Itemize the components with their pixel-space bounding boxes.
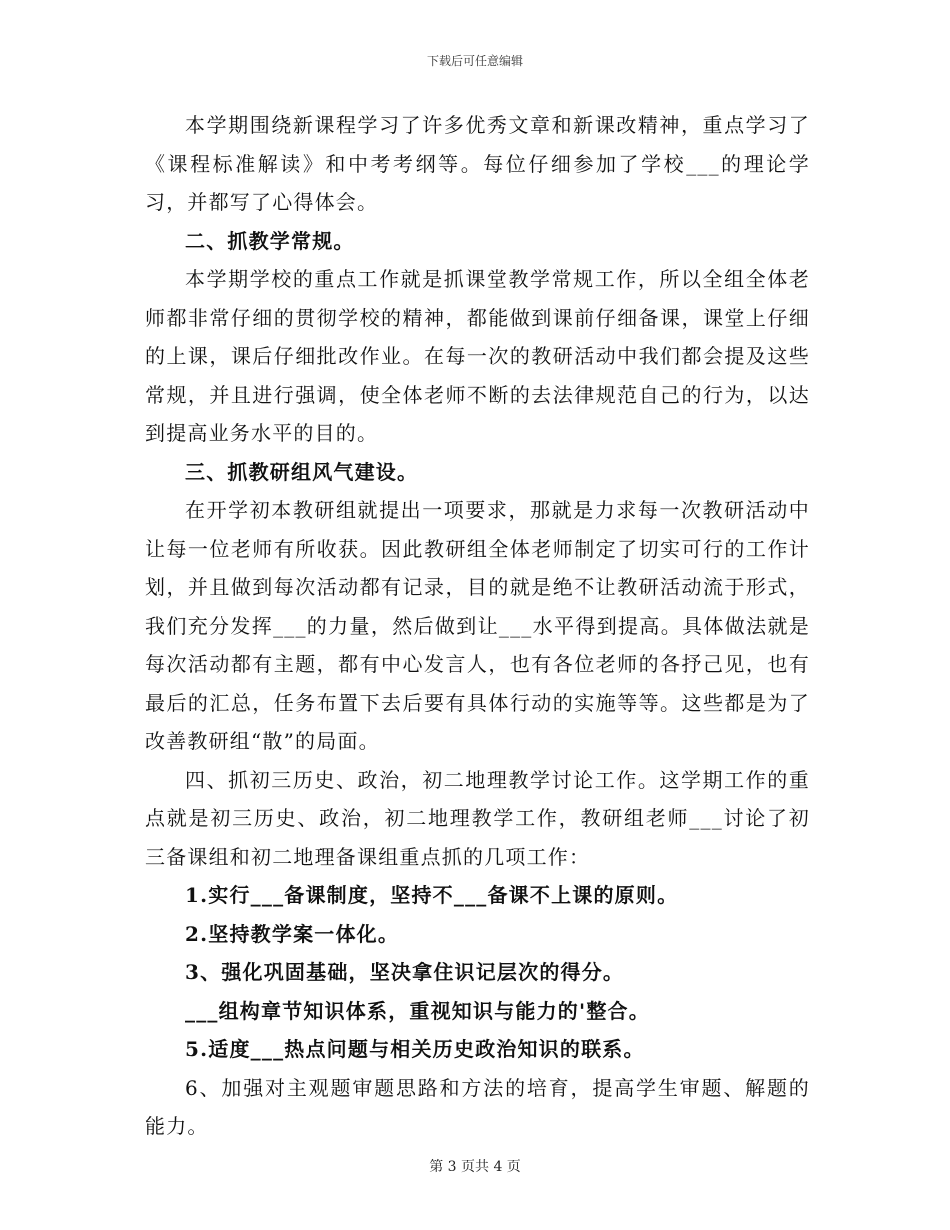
list-item: 5.适度___热点问题与相关历史政治知识的联系。 xyxy=(185,1037,645,1061)
paragraph-subjective-questions: 6、加强对主观题审题思路和方法的培育，提高学生审题、解题的能力。 xyxy=(145,1075,810,1138)
list-item: 1.实行___备课制度，坚持不___备课不上课的原则。 xyxy=(185,883,679,907)
list-item: 3、强化巩固基础，坚决拿住识记层次的得分。 xyxy=(185,960,625,984)
paragraph-study: 本学期围绕新课程学习了许多优秀文章和新课改精神，重点学习了《课程标准解读》和中考考纲等。每位仔细参加了学校___的理论学习，并都写了心得体会。 xyxy=(145,113,810,214)
heading-teaching-routine: 二、抓教学常规。 xyxy=(185,228,355,253)
page-footer: 第 3 页共 4 页 xyxy=(429,1159,521,1175)
heading-research-group: 三、抓教研组风气建设。 xyxy=(185,459,419,484)
paragraph-teaching-routine: 本学期学校的重点工作就是抓课堂教学常规工作，所以全组全体老师都非常仔细的贯彻学校的精神，都能做到课前仔细备课，课堂上仔细的上课，课后仔细批改作业。在每一次的教研活动中我们都会提及这些常规，并且进行强调，使全体老师不断的去法律规范自己的行为，以达到提高业务水平的目的。 xyxy=(145,267,810,445)
page-header: 下载后可任意编辑 xyxy=(426,54,523,68)
paragraph-grade-work: 四、抓初三历史、政治，初二地理教学讨论工作。这学期工作的重点就是初三历史、政治，初二地理教学工作，教研组老师___讨论了初三备课组和初二地理备课组重点抓的几项工作： xyxy=(145,767,810,869)
list-item: 2.坚持教学案一体化。 xyxy=(185,921,400,946)
list-item: ___组构章节知识体系，重视知识与能力的'整合。 xyxy=(185,998,650,1023)
paragraph-research-group: 在开学初本教研组就提出一项要求，那就是力求每一次教研活动中让每一位老师有所收获。因此教研组全体老师制定了切实可行的工作计划，并且做到每次活动都有记录，目的就是绝不让教研活动流于形式，我们充分发挥___的力量，然后做到让___水平得到提高。具体做法就是每次活动都有主题，都有中心发言人，也有各位老师的各抒己见，也有最后的汇总，任务布置下去后要有具体行动的实施等等。这些都是为了改善教研组“散”的局面。 xyxy=(145,498,810,753)
document-body xyxy=(145,106,810,1146)
